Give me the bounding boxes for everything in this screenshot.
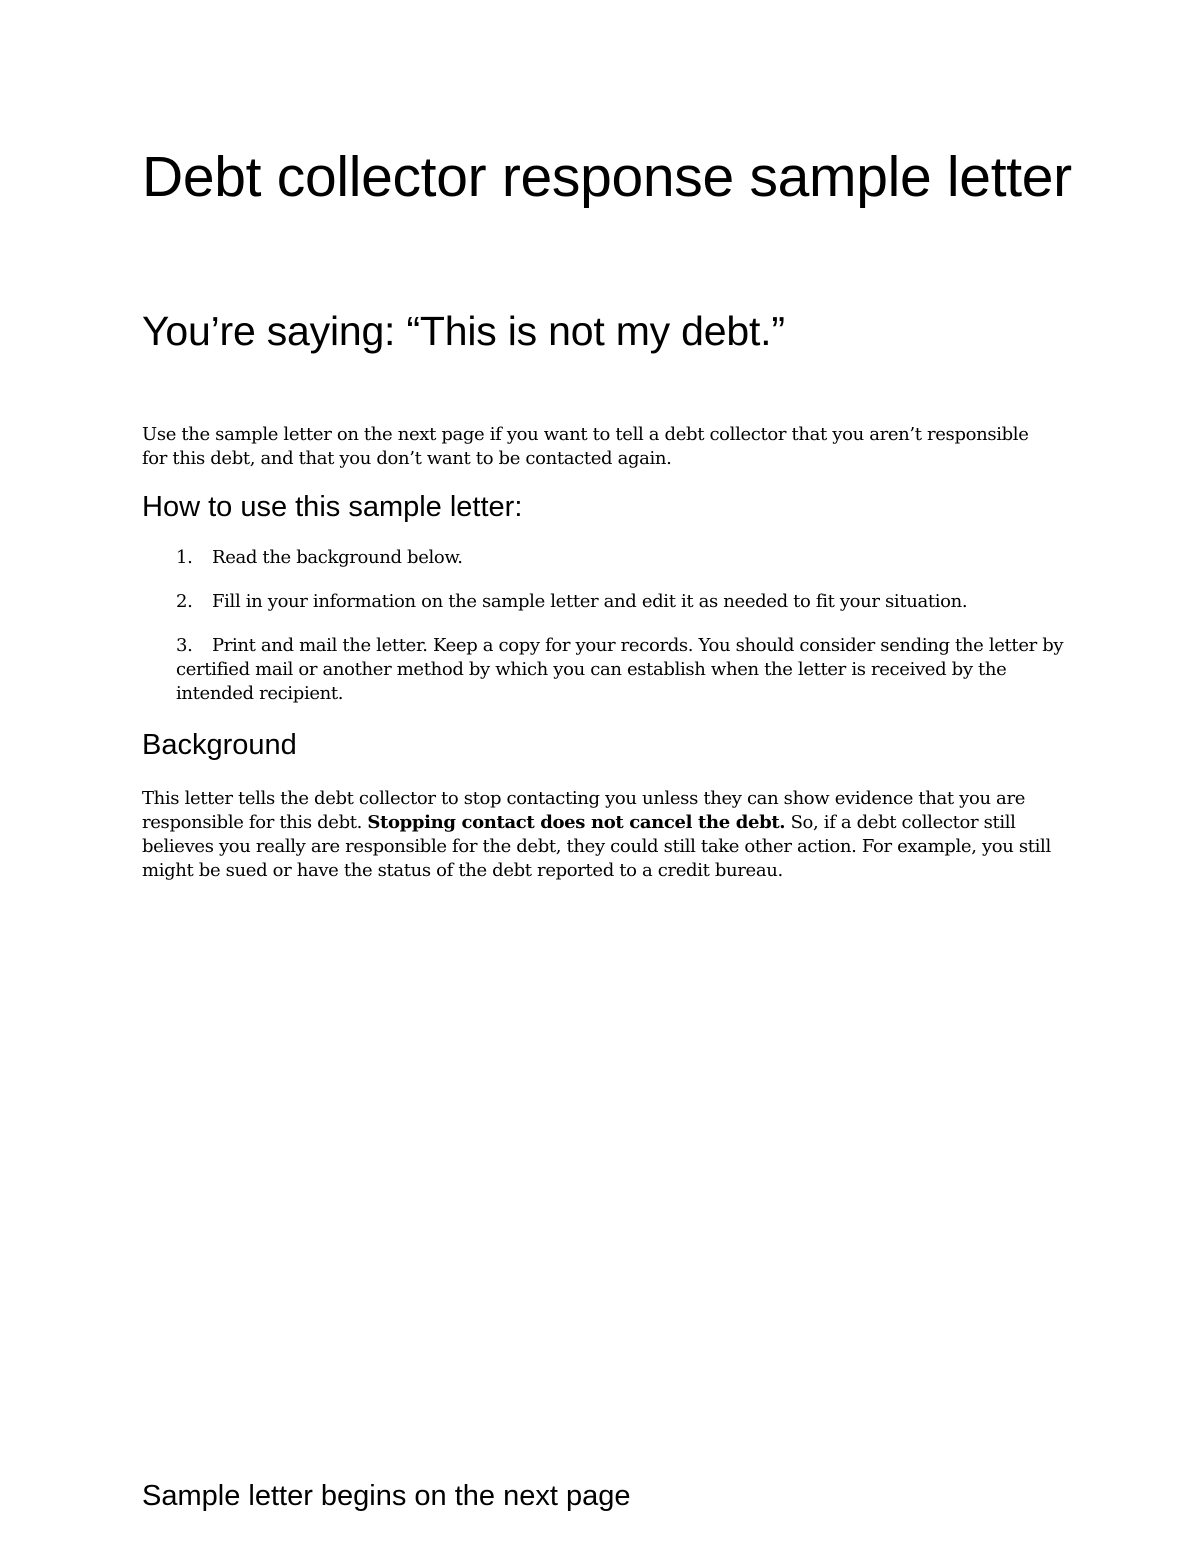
intro-paragraph: Use the sample letter on the next page if you want to tell a debt collector that you aren’t responsible for this debt, and that you don’t want to be contacted again.: [142, 424, 1029, 469]
list-item: [176, 546, 1066, 570]
step-number: 3.: [176, 635, 193, 656]
document-subtitle: You’re saying: “This is not my debt.”: [142, 308, 785, 354]
step-text: Print and mail the letter. Keep a copy for your records. You should consider sending the letter by certified mail or another method by which you can establish when the letter is received by the intended recipient.: [176, 635, 1064, 704]
list-item: [176, 590, 1066, 614]
next-page-note: Sample letter begins on the next page: [142, 1480, 631, 1512]
background-bold-warning: Stopping contact does not cancel the debt.: [367, 812, 786, 833]
background-paragraph: [142, 787, 1067, 883]
step-text: Read the background below.: [212, 547, 463, 568]
step-text: Fill in your information on the sample letter and edit it as needed to fit your situation.: [212, 591, 968, 612]
step-number: 1.: [176, 547, 193, 568]
document-title: Debt collector response sample letter: [142, 145, 1072, 209]
howto-heading: How to use this sample letter:: [142, 491, 523, 523]
background-text-start: This letter tells the debt collector to stop contacting you unless they can show evidence that you are responsible for this debt.: [142, 788, 1025, 833]
step-number: 2.: [176, 591, 193, 612]
background-heading: Background: [142, 729, 297, 761]
howto-steps-list: [176, 546, 1066, 726]
background-text-end: So, if a debt collector still believes you really are responsible for the debt, they could still take other action. For example, you still might be sued or have the status of the debt reported to a credit bureau.: [142, 812, 1051, 881]
list-item: [176, 634, 1066, 706]
